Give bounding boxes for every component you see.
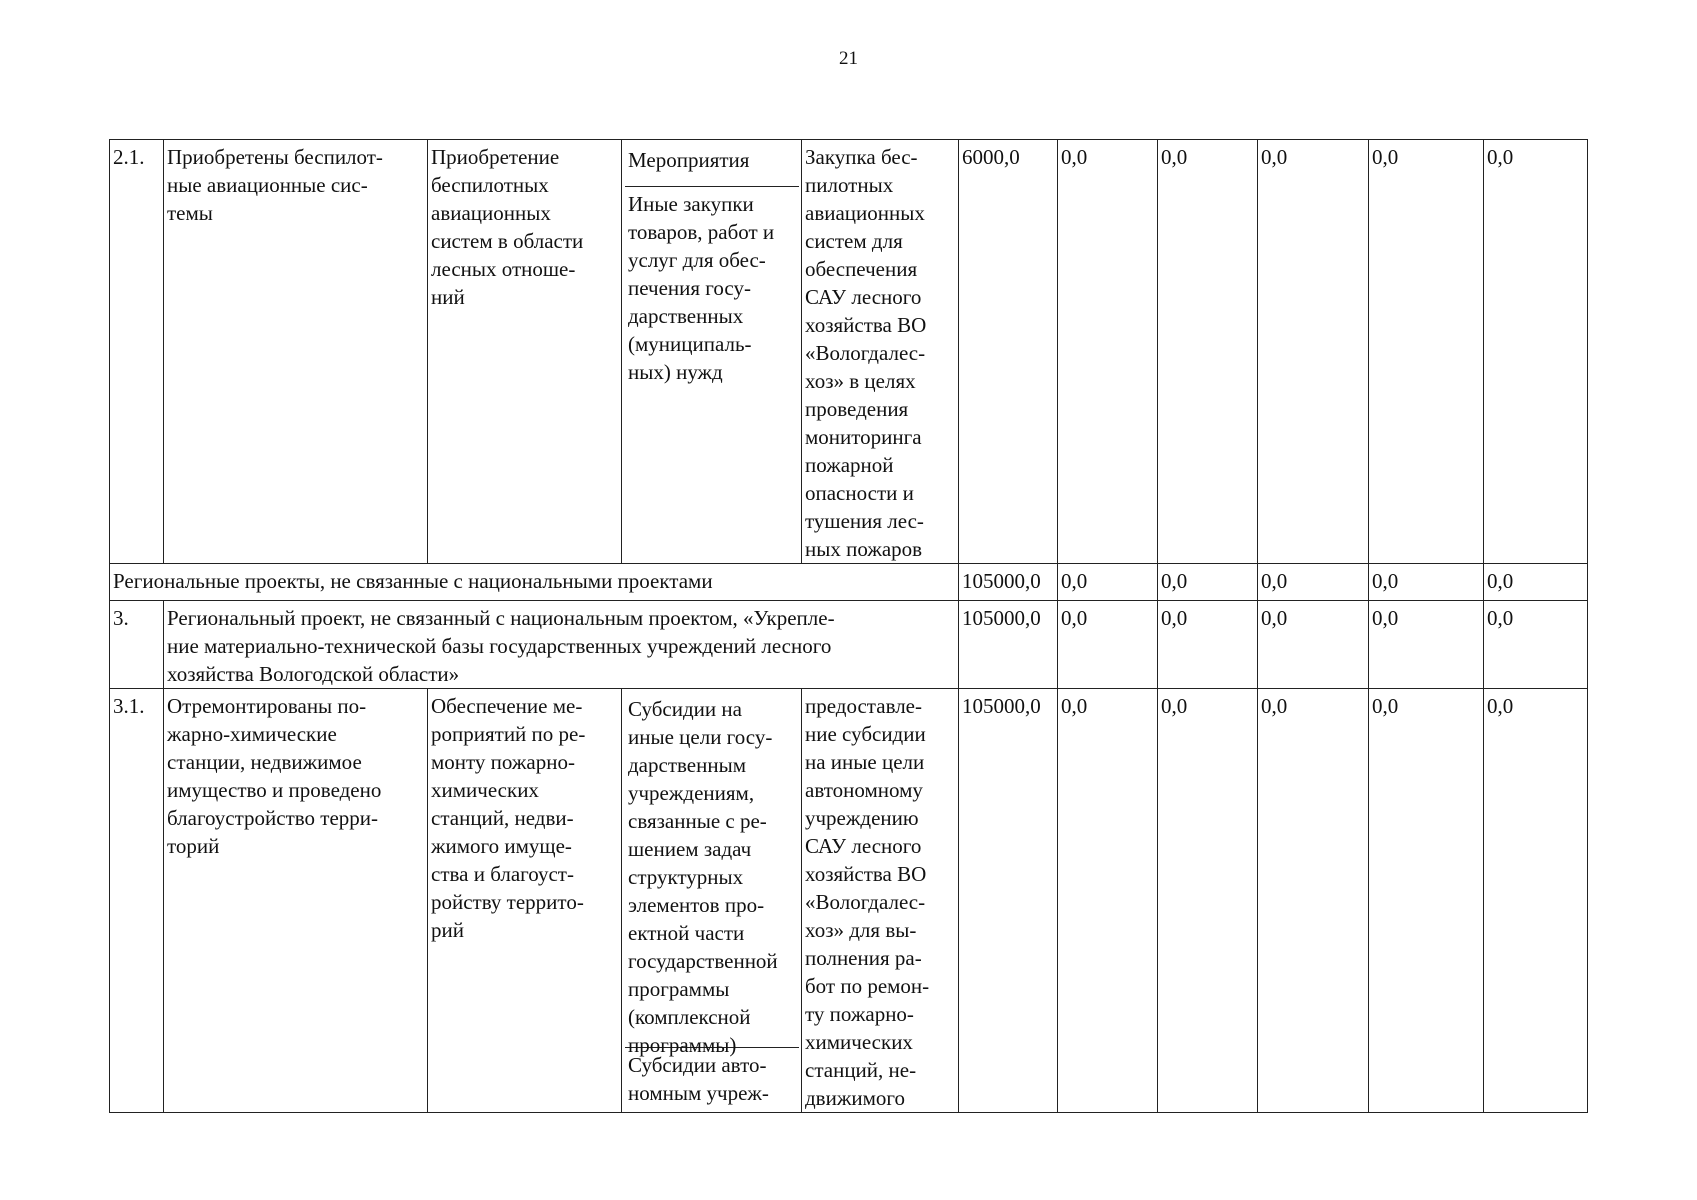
expense-type-primary: Субсидии на иные цели госу- дарственным учреждениям, связанные с ре- шением задач структурных элементов про- ектной части государственной программы (комплексной программы) [628,697,778,1057]
cell-value: 0,0 [1369,140,1484,564]
cell-value: 0,0 [1058,601,1158,689]
cell-note: Закупка бес- пилотных авиационных систем для обеспечения САУ лесного хозяйства ВО «Вологдалес- хоз» в целях проведения мониторинга пожарной опасности и тушения лес- ных пожаров [802,140,959,564]
cell-note: предоставле- ние субсидии на иные цели автономному учреждению САУ лесного хозяйства ВО «Вологдалес- хоз» для вы- полнения ра- бот по ремон- ту пожарно- химических станций, не- движимого [802,689,959,1113]
expense-type-secondary: Субсидии авто- номным учреж- [625,1047,799,1107]
cell-value: 105000,0 [959,564,1058,601]
table-row-2-1 [110,140,1588,564]
cell-row-number: 3. [110,601,164,689]
cell-value: 0,0 [1058,564,1158,601]
table-row-3 [110,601,1588,689]
cell-row-number: 2.1. [110,140,164,564]
cell-result: Приобретены беспилот- ные авиационные сис- темы [164,140,428,564]
cell-value: 105000,0 [959,689,1058,1113]
cell-value: 0,0 [1484,601,1588,689]
cell-value: 0,0 [1369,601,1484,689]
cell-event: Приобретение беспилотных авиационных систем в области лесных отноше- ний [428,140,622,564]
cell-value: 0,0 [1258,689,1369,1113]
cell-value: 0,0 [1484,564,1588,601]
cell-expense-type [622,140,802,564]
cell-project-title: Региональный проект, не связанный с национальным проектом, «Укрепле- ние материально-технической базы государственных учреждений лесного хозяйства Вологодской области» [164,601,959,689]
cell-value: 0,0 [1158,601,1258,689]
table-row-3-1 [110,689,1588,1113]
cell-value: 0,0 [1369,689,1484,1113]
cell-row-number: 3.1. [110,689,164,1113]
cell-value: 6000,0 [959,140,1058,564]
cell-value: 0,0 [1058,689,1158,1113]
cell-value: 0,0 [1369,564,1484,601]
cell-value: 0,0 [1484,689,1588,1113]
cell-event: Обеспечение ме- роприятий по ре- монту пожарно- химических станций, недви- жимого имуще- ства и благоуст- ройству террито- рий [428,689,622,1113]
cell-value: 0,0 [1258,601,1369,689]
cell-value: 0,0 [1158,689,1258,1113]
cell-value: 0,0 [1258,564,1369,601]
cell-result: Отремонтированы по- жарно-химические станции, недвижимое имущество и проведено благоустройство терри- торий [164,689,428,1113]
program-table [109,139,1588,1113]
page-number: 21 [839,48,858,69]
cell-value: 0,0 [1158,140,1258,564]
expense-type-secondary: Иные закупки товаров, работ и услуг для обес- печения госу- дарственных (муниципаль- ных) нужд [625,186,799,386]
cell-value: 0,0 [1258,140,1369,564]
cell-expense-type [622,689,802,1113]
cell-value: 0,0 [1058,140,1158,564]
cell-value: 0,0 [1158,564,1258,601]
table-row-regional-projects [110,564,1588,601]
cell-value: 105000,0 [959,601,1058,689]
cell-section-label: Региональные проекты, не связанные с национальными проектами [110,564,959,601]
cell-value: 0,0 [1484,140,1588,564]
expense-type-primary: Мероприятия [628,148,750,172]
